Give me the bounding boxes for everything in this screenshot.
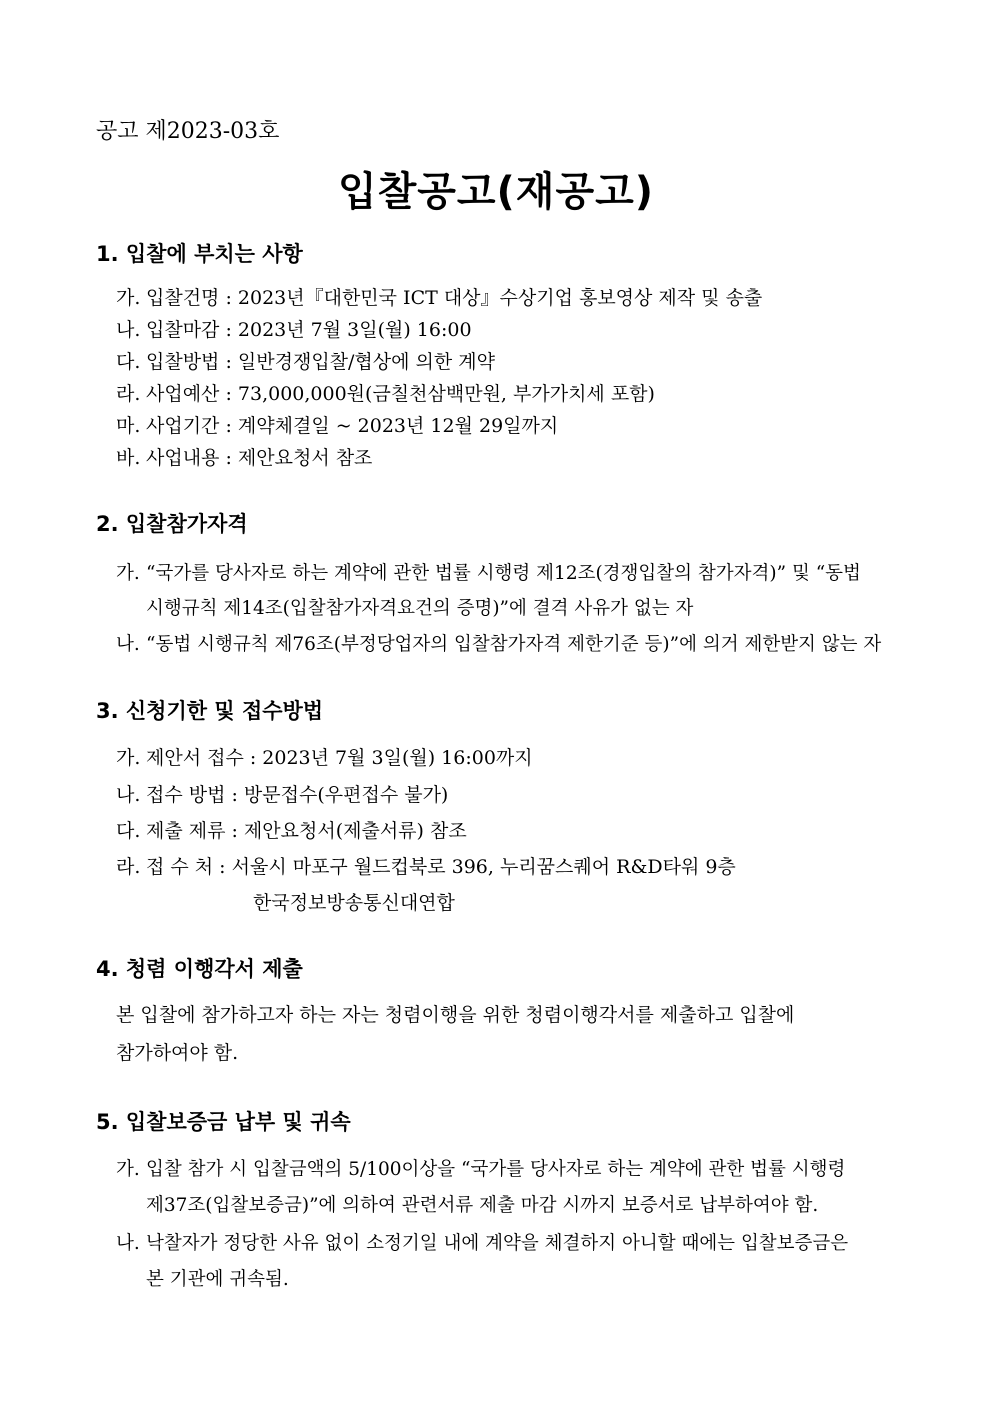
s1-item-ga: 가. 입찰건명 : 2023년『대한민국 ICT 대상』수상기업 홍보영상 제작 및 송출: [116, 287, 763, 309]
s5-item-ga-cont: 제37조(입찰보증금)”에 의하여 관련서류 제출 마감 시까지 보증서로 납부하여야 함.: [146, 1195, 819, 1216]
section-3-heading: 3. 신청기한 및 접수방법: [96, 699, 324, 723]
s1-item-ma: 마. 사업기간 : 계약체결일 ~ 2023년 12월 29일까지: [116, 415, 559, 437]
s4-text-line2: 참가하여야 함.: [116, 1042, 239, 1064]
notice-number: 공고 제2023-03호: [96, 119, 280, 144]
s5-item-ga: 가. 입찰 참가 시 입찰금액의 5/100이상을 “국가를 당사자로 하는 계약에 관한 법률 시행령: [116, 1159, 846, 1180]
s2-item-na: 나. “동법 시행규칙 제76조(부정당업자의 입찰참가자격 제한기준 등)”에 의거 제한받지 않는 자: [116, 634, 882, 655]
s1-item-ba: 바. 사업내용 : 제안요청서 참조: [116, 447, 373, 469]
section-5-heading: 5. 입찰보증금 납부 및 귀속: [96, 1110, 351, 1134]
section-2-heading: 2. 입찰참가자격: [96, 512, 248, 536]
section-4-heading: 4. 청렴 이행각서 제출: [96, 957, 303, 981]
s3-item-da: 다. 제출 제류 : 제안요청서(제출서류) 참조: [116, 820, 467, 842]
s1-item-ra: 라. 사업예산 : 73,000,000원(금칠천삼백만원, 부가가치세 포함): [116, 383, 655, 405]
s3-item-ra: 라. 접 수 처 : 서울시 마포구 월드컵북로 396, 누리꿈스퀘어 R&D타워 9층: [116, 856, 736, 878]
s5-item-na-cont: 본 기관에 귀속됨.: [146, 1269, 289, 1290]
s5-item-na: 나. 낙찰자가 정당한 사유 없이 소정기일 내에 계약을 체결하지 아니할 때에는 입찰보증금은: [116, 1233, 849, 1254]
s1-item-na: 나. 입찰마감 : 2023년 7월 3일(월) 16:00: [116, 319, 472, 341]
s3-address-line2: 한국정보방송통신대연합: [253, 892, 455, 914]
s4-text-line1: 본 입찰에 참가하고자 하는 자는 청렴이행을 위한 청렴이행각서를 제출하고 입찰에: [116, 1004, 795, 1026]
section-1-heading: 1. 입찰에 부치는 사항: [96, 242, 303, 266]
s1-item-da: 다. 입찰방법 : 일반경쟁입찰/협상에 의한 계약: [116, 351, 495, 373]
page-title: 입찰공고(재공고): [337, 169, 655, 215]
s3-item-ga: 가. 제안서 접수 : 2023년 7월 3일(월) 16:00까지: [116, 747, 533, 769]
s2-item-ga-cont: 시행규칙 제14조(입찰참가자격요건의 증명)”에 결격 사유가 없는 자: [146, 598, 694, 619]
s3-item-na: 나. 접수 방법 : 방문접수(우편접수 불가): [116, 784, 449, 806]
s2-item-ga: 가. “국가를 당사자로 하는 계약에 관한 법률 시행령 제12조(경쟁입찰의 참가자격)” 및 “동법: [116, 563, 861, 584]
